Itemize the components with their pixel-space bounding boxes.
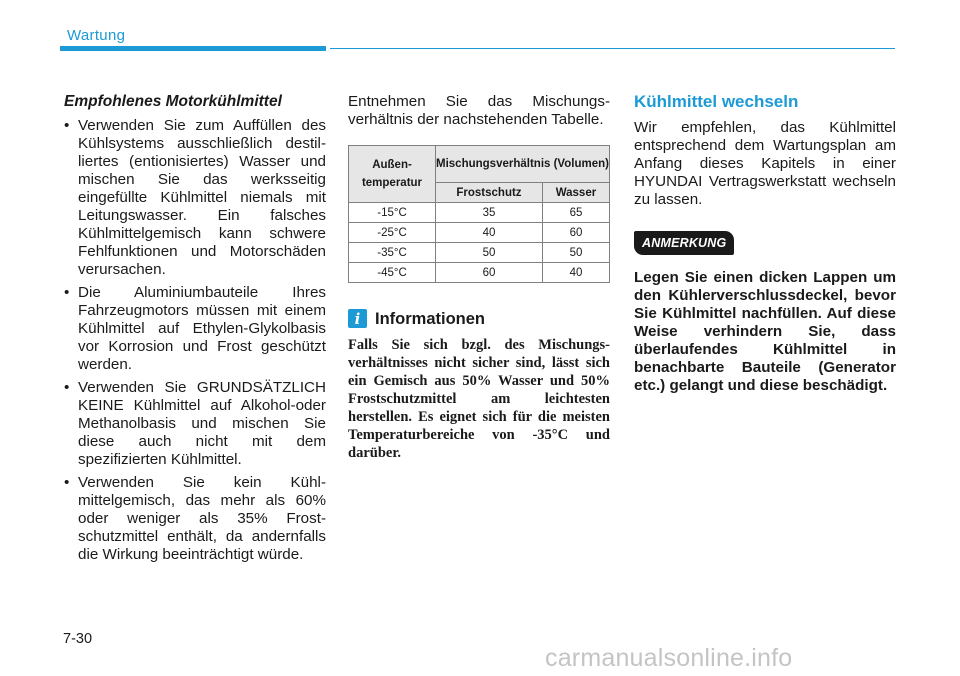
table-row <box>349 263 610 283</box>
information-header <box>348 309 610 328</box>
table-row <box>349 243 610 263</box>
temperature-cell: -45°C <box>349 263 436 283</box>
coolant-bullet-list <box>64 117 326 564</box>
header-antifreeze: Frostschutz <box>436 183 543 203</box>
watermark: carmanualsonline.info <box>545 644 793 672</box>
water-cell: 50 <box>542 243 609 263</box>
note-text: Legen Sie einen dicken Lappen um den Kühlerverschlussdeckel, bevor Sie Kühlmittel nachfüllen. Auf diese Weise verhindern Sie, dass überlaufendes Kühlmittel in benachbarte Bauteile (Generator etc.) gelangt und diese beschädigt. <box>634 269 896 394</box>
antifreeze-cell: 50 <box>436 243 543 263</box>
header-rule <box>330 48 895 49</box>
header-outside-temperature: Außen-temperatur <box>349 146 436 203</box>
antifreeze-cell: 40 <box>436 223 543 243</box>
table-intro-text: Entnehmen Sie das Mischungsverhältnis der nachstehenden Tabelle. <box>348 93 610 128</box>
list-item: • Verwenden Sie zum Auffüllen des Kühlsystems ausschließlich destilliertes (entionisiertes) Wasser und mischen Sie das werksseitig eingefüllte Kühlmittel niemals mit Leitungswasser. Ein falsches Kühlmittelgemisch kann schwere Fehlfunktionen und Motorschäden verursachen. <box>64 117 326 279</box>
recommended-coolant-heading: Empfohlenes Motorkühlmittel <box>64 93 282 110</box>
change-coolant-heading: Kühlmittel wechseln <box>634 92 799 111</box>
note-badge: ANMERKUNG <box>634 231 734 255</box>
antifreeze-cell: 60 <box>436 263 543 283</box>
water-cell: 40 <box>542 263 609 283</box>
header-water: Wasser <box>542 183 609 203</box>
list-item: • Verwenden Sie GRUNDSÄTZLICH KEINE Kühlmittel auf Alkohol-oder Methanolbasis und mischen Sie diese auch nicht mit dem spezifizierten Kühlmittel. <box>64 379 326 469</box>
list-item: • Verwenden Sie kein Kühlmittelgemisch, das mehr als 60% oder weniger als 35% Frostschutzmittel enthält, da andernfalls die Wirkung beeinträchtigt würde. <box>64 474 326 564</box>
water-cell: 65 <box>542 203 609 223</box>
header-mixing-ratio: Mischungsverhältnis (Volumen) <box>436 146 610 183</box>
mixing-ratio-table <box>348 145 610 283</box>
info-icon: i <box>348 309 367 328</box>
water-cell: 60 <box>542 223 609 243</box>
temperature-cell: -25°C <box>349 223 436 243</box>
header-accent-bar <box>60 46 326 51</box>
right-column <box>634 93 896 395</box>
table-row <box>349 203 610 223</box>
temperature-cell: -35°C <box>349 243 436 263</box>
information-heading: Informationen <box>375 309 485 328</box>
table-row <box>349 223 610 243</box>
antifreeze-cell: 35 <box>436 203 543 223</box>
left-column <box>64 93 326 569</box>
list-item: • Die Aluminiumbauteile Ihres Fahrzeugmotors müssen mit einem Kühlmittel auf Ethylen-Glykolbasis vor Korrosion und Frost geschützt werden. <box>64 284 326 374</box>
temperature-cell: -15°C <box>349 203 436 223</box>
middle-column <box>348 93 610 462</box>
change-coolant-text: Wir empfehlen, das Kühlmittel entsprechend dem Wartungsplan am Anfang dieses Kapitels in einer HYUNDAI Vertragswerkstatt wechseln zu lassen. <box>634 119 896 208</box>
information-text: Falls Sie sich bzgl. des Mischungsverhältnisses nicht sicher sind, lässt sich ein Gemisch aus 50% Wasser und 50% Frostschutzmittel am leichtesten herstellen. Es eignet sich für die meisten Temperaturbereiche von -35°C und darüber. <box>348 337 610 461</box>
page-number: 7-30 <box>63 631 93 647</box>
section-title: Wartung <box>67 27 126 44</box>
